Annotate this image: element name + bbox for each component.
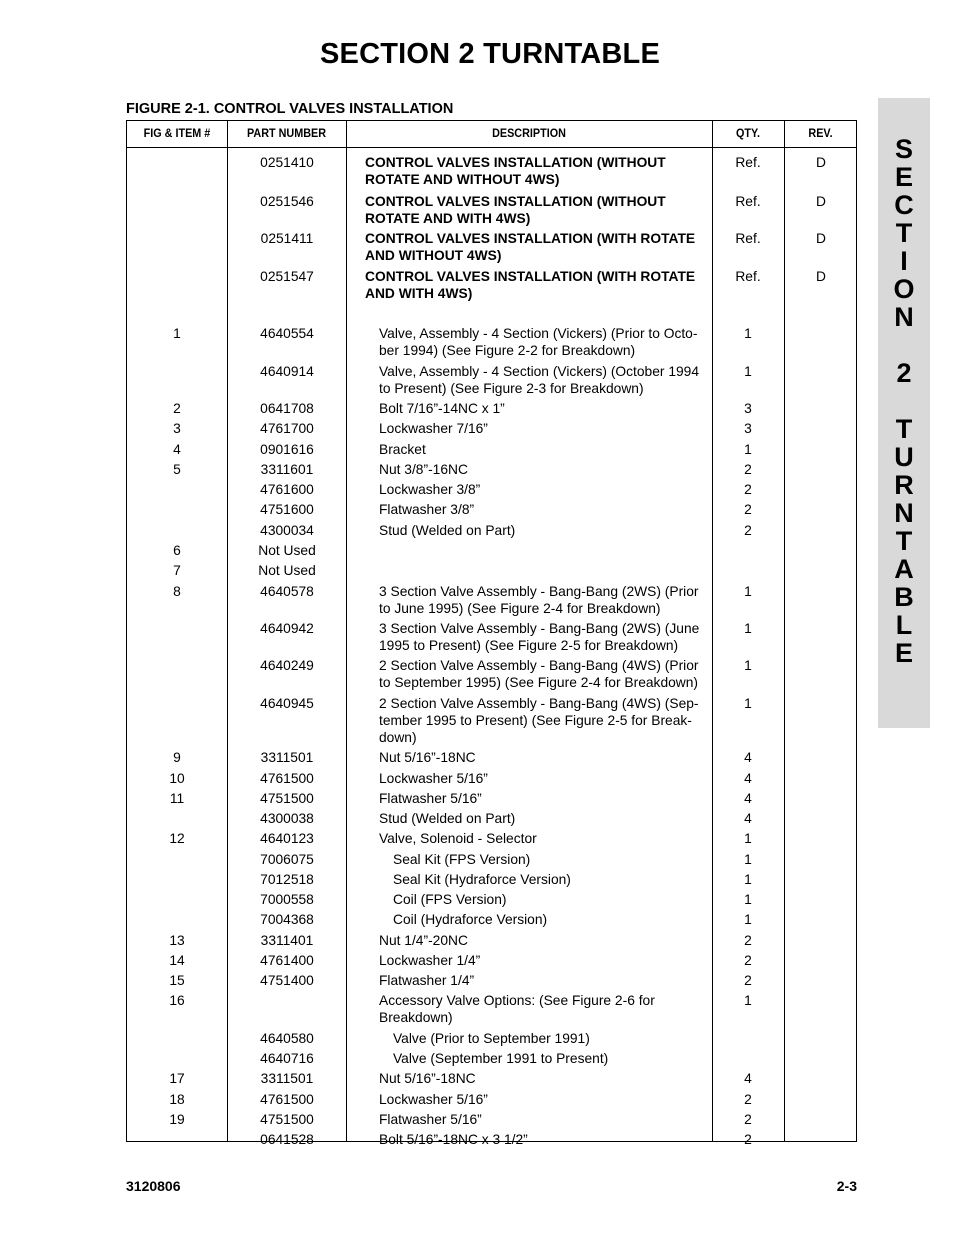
side-tab-letter: T [895, 414, 913, 444]
part-number-cell: 4761400 [260, 953, 314, 968]
description-cell: Nut 5/16”-18NC [379, 750, 476, 765]
description-cell: Bracket [379, 442, 426, 457]
item-cell: 3 [173, 421, 181, 436]
description-cell: Lockwasher 3/8” [379, 482, 481, 497]
part-number-cell: 7012518 [260, 872, 314, 887]
part-number-cell: 4640580 [260, 1031, 314, 1046]
qty-cell: 2 [744, 1092, 752, 1107]
qty-cell: 1 [744, 831, 752, 846]
part-number-cell: Not Used [258, 543, 316, 558]
description-cell: Bolt 7/16”-14NC x 1” [379, 401, 505, 416]
part-number-cell: 7000558 [260, 892, 314, 907]
rev-cell: D [816, 269, 826, 284]
table-row [127, 522, 856, 539]
item-cell: 9 [173, 750, 181, 765]
qty-cell: Ref. [735, 231, 761, 246]
part-number-cell: Not Used [258, 563, 316, 578]
part-number-cell: 0251410 [260, 155, 314, 170]
description-cell: Lockwasher 1/4” [379, 953, 481, 968]
table-row [127, 871, 856, 888]
table-row [127, 1030, 856, 1047]
item-cell: 5 [173, 462, 181, 477]
page-number: 2-3 [836, 1178, 857, 1194]
qty-cell: 1 [744, 852, 752, 867]
qty-cell: 1 [744, 364, 752, 379]
part-number-cell: 4640249 [260, 658, 314, 673]
item-cell: 2 [173, 401, 181, 416]
description-cell: Flatwasher 3/8” [379, 502, 475, 517]
table-row [127, 441, 856, 458]
qty-cell: 1 [744, 892, 752, 907]
qty-cell: 1 [744, 442, 752, 457]
qty-cell: 4 [744, 1071, 752, 1086]
qty-cell: Ref. [735, 194, 761, 209]
rev-cell: D [816, 155, 826, 170]
description-cell: Nut 1/4”-20NC [379, 933, 468, 948]
qty-cell: 2 [744, 1112, 752, 1127]
description-cell: Coil (Hydraforce Version) [393, 912, 548, 927]
table-row [127, 1070, 856, 1087]
part-number-cell: 0251411 [260, 231, 314, 246]
description-cell: CONTROL VALVES INSTALLATION (WITHOUT ROTATE AND WITHOUT 4WS) [365, 155, 666, 187]
table-row [127, 363, 856, 397]
part-number-cell: 4761500 [260, 771, 314, 786]
qty-cell: 2 [744, 462, 752, 477]
qty-cell: 3 [744, 401, 752, 416]
table-row [127, 830, 856, 847]
table-row [127, 657, 856, 691]
item-cell: 15 [169, 973, 185, 988]
part-number-cell: 4751500 [260, 1112, 314, 1127]
table-row [127, 583, 856, 617]
item-cell: 8 [173, 584, 181, 599]
table-row [127, 1111, 856, 1128]
side-tab-letter: U [894, 442, 914, 472]
side-tab-letter: C [894, 190, 914, 220]
description-cell: Stud (Welded on Part) [379, 811, 516, 826]
part-number-cell: 4640123 [260, 831, 314, 846]
table-row [127, 154, 856, 188]
description-cell: Valve (September 1991 to Present) [393, 1051, 609, 1066]
table-row [127, 749, 856, 766]
side-tab-letter: T [895, 218, 913, 248]
rev-cell: D [816, 194, 826, 209]
table-row [127, 230, 856, 264]
side-tab-letter: N [894, 302, 914, 332]
table-row [127, 891, 856, 908]
part-number-cell: 4751600 [260, 502, 314, 517]
qty-cell: 1 [744, 584, 752, 599]
table-row [127, 770, 856, 787]
item-cell: 6 [173, 543, 181, 558]
part-number-cell: 0641708 [260, 401, 314, 416]
description-cell: Nut 3/8”-16NC [379, 462, 468, 477]
table-row [127, 461, 856, 478]
part-number-cell: 4751400 [260, 973, 314, 988]
document-number: 3120806 [126, 1178, 181, 1194]
header-description: DESCRIPTION [492, 126, 566, 140]
qty-cell: 2 [744, 502, 752, 517]
item-cell: 18 [169, 1092, 185, 1107]
figure-title: FIGURE 2-1. CONTROL VALVES INSTALLATION [126, 101, 454, 117]
item-cell: 17 [169, 1071, 185, 1086]
qty-cell: Ref. [735, 155, 761, 170]
part-number-cell: 4640578 [260, 584, 314, 599]
qty-cell: 2 [744, 523, 752, 538]
part-number-cell: 4300038 [260, 811, 314, 826]
part-number-cell: 4761600 [260, 482, 314, 497]
description-cell: 2 Section Valve Assembly - Bang-Bang (4WS) (Prior to September 1995) (See Figure 2-4 for Breakdown) [379, 658, 699, 690]
description-cell: Valve, Assembly - 4 Section (Vickers) (October 1994 to Present) (See Figure 2-3 for Breakdown) [379, 364, 700, 396]
description-cell: Nut 5/16”-18NC [379, 1071, 476, 1086]
description-cell: Bolt 5/16”-18NC x 3 1/2” [379, 1132, 528, 1147]
part-number-cell: 4751500 [260, 791, 314, 806]
side-tab-letter: T [895, 526, 913, 556]
item-cell: 7 [173, 563, 181, 578]
qty-cell: 1 [744, 872, 752, 887]
part-number-cell: 3311401 [260, 933, 314, 948]
part-number-cell: 4640554 [260, 326, 314, 341]
part-number-cell: 4761500 [260, 1092, 314, 1107]
side-tab-letter: E [894, 638, 913, 668]
table-row [127, 268, 856, 302]
header-qty: QTY. [735, 126, 760, 140]
qty-cell: 2 [744, 933, 752, 948]
description-cell: Lockwasher 5/16” [379, 771, 488, 786]
description-cell: Seal Kit (Hydraforce Version) [393, 872, 571, 887]
table-row [127, 1091, 856, 1108]
qty-cell: 4 [744, 791, 752, 806]
qty-cell: 2 [744, 1132, 752, 1147]
table-row [127, 420, 856, 437]
part-number-cell: 4640716 [260, 1051, 314, 1066]
item-cell: 4 [173, 442, 181, 457]
description-cell: Lockwasher 7/16” [379, 421, 488, 436]
description-cell: Lockwasher 5/16” [379, 1092, 488, 1107]
part-number-cell: 7004368 [260, 912, 314, 927]
header-rev: REV. [808, 126, 833, 140]
side-tab-letter: I [900, 246, 908, 276]
side-tab-letter: S [894, 134, 913, 164]
item-cell: 14 [169, 953, 185, 968]
part-number-cell: 4300034 [260, 523, 314, 538]
qty-cell: 3 [744, 421, 752, 436]
table-row [127, 1050, 856, 1067]
qty-cell: 1 [744, 993, 752, 1008]
description-cell: 3 Section Valve Assembly - Bang-Bang (2WS) (June 1995 to Present) (See Figure 2-5 for Breakdown) [379, 621, 700, 653]
side-tab-letter: B [894, 582, 914, 612]
qty-cell: 4 [744, 771, 752, 786]
qty-cell: 4 [744, 750, 752, 765]
side-tab-letter [878, 387, 930, 415]
item-cell: 10 [169, 771, 185, 786]
description-cell: Flatwasher 5/16” [379, 1112, 482, 1127]
item-cell: 1 [173, 326, 181, 341]
side-tab-letter: 2 [896, 358, 912, 388]
description-cell: Valve (Prior to September 1991) [393, 1031, 590, 1046]
table-row [127, 695, 856, 746]
description-cell: Accessory Valve Options: (See Figure 2-6 for Breakdown) [379, 993, 655, 1025]
qty-cell: 1 [744, 912, 752, 927]
description-cell: Coil (FPS Version) [393, 892, 507, 907]
description-cell: CONTROL VALVES INSTALLATION (WITH ROTATE AND WITHOUT 4WS) [365, 231, 696, 263]
description-cell: Valve, Assembly - 4 Section (Vickers) (Prior to Octo-ber 1994) (See Figure 2-2 for Breakdown) [379, 326, 698, 358]
description-cell: Flatwasher 5/16” [379, 791, 482, 806]
part-number-cell: 4761700 [260, 421, 314, 436]
table-row [127, 501, 856, 518]
side-tab-letter: A [894, 554, 914, 584]
table-row [127, 992, 856, 1026]
description-cell: Seal Kit (FPS Version) [393, 852, 531, 867]
qty-cell: 2 [744, 953, 752, 968]
parts-table [126, 120, 857, 1147]
qty-cell: 2 [744, 482, 752, 497]
item-cell: 11 [169, 791, 185, 806]
part-number-cell: 4640945 [260, 696, 314, 711]
part-number-cell: 3311501 [260, 750, 314, 765]
qty-cell: 4 [744, 811, 752, 826]
page-title: SECTION 2 TURNTABLE [320, 38, 660, 70]
description-cell: 3 Section Valve Assembly - Bang-Bang (2WS) (Prior to June 1995) (See Figure 2-4 for Breakdown) [379, 584, 699, 616]
description-cell: Flatwasher 1/4” [379, 973, 475, 988]
qty-cell: 1 [744, 658, 752, 673]
table-row [127, 851, 856, 868]
table-row [127, 932, 856, 949]
side-tab-letter: N [894, 498, 914, 528]
side-tab-letter: R [894, 470, 914, 500]
qty-cell: 1 [744, 326, 752, 341]
table-row [127, 400, 856, 417]
side-tab-letter: E [894, 162, 913, 192]
table-row [127, 193, 856, 227]
item-cell: 12 [169, 831, 185, 846]
header-item: FIG & ITEM # [143, 126, 211, 140]
table-row [127, 481, 856, 498]
table-row [127, 790, 856, 807]
side-tab-letter: L [895, 610, 913, 640]
header-part-number: PART NUMBER [246, 126, 327, 140]
qty-cell: 2 [744, 973, 752, 988]
part-number-cell: 0251547 [260, 269, 314, 284]
description-cell: Valve, Solenoid - Selector [379, 831, 537, 846]
rev-cell: D [816, 231, 826, 246]
description-cell: 2 Section Valve Assembly - Bang-Bang (4WS) (Sep-tember 1995 to Present) (See Figure 2-5 for Break-down) [379, 696, 699, 745]
section-side-tab [878, 98, 930, 728]
table-row [127, 620, 856, 654]
part-number-cell: 4640942 [260, 621, 314, 636]
qty-cell: Ref. [735, 269, 761, 284]
part-number-cell: 3311501 [260, 1071, 314, 1086]
part-number-cell: 4640914 [260, 364, 314, 379]
table-row [127, 952, 856, 969]
description-cell: Stud (Welded on Part) [379, 523, 516, 538]
header-divider [127, 147, 856, 148]
part-number-cell: 3311601 [260, 462, 314, 477]
description-cell: CONTROL VALVES INSTALLATION (WITH ROTATE AND WITH 4WS) [365, 269, 696, 301]
part-number-cell: 0901616 [260, 442, 314, 457]
item-cell: 16 [169, 993, 185, 1008]
table-row [127, 810, 856, 827]
table-row [127, 1131, 856, 1148]
side-tab-letter: O [893, 274, 915, 304]
item-cell: 19 [169, 1112, 185, 1127]
qty-cell: 1 [744, 621, 752, 636]
table-row [127, 972, 856, 989]
part-number-cell: 0641528 [260, 1132, 314, 1147]
qty-cell: 1 [744, 696, 752, 711]
part-number-cell: 7006075 [260, 852, 314, 867]
side-tab-letter [878, 331, 930, 359]
table-row [127, 325, 856, 359]
table-row [127, 911, 856, 928]
item-cell: 13 [169, 933, 185, 948]
part-number-cell: 0251546 [260, 194, 314, 209]
description-cell: CONTROL VALVES INSTALLATION (WITHOUT ROTATE AND WITH 4WS) [365, 194, 666, 226]
